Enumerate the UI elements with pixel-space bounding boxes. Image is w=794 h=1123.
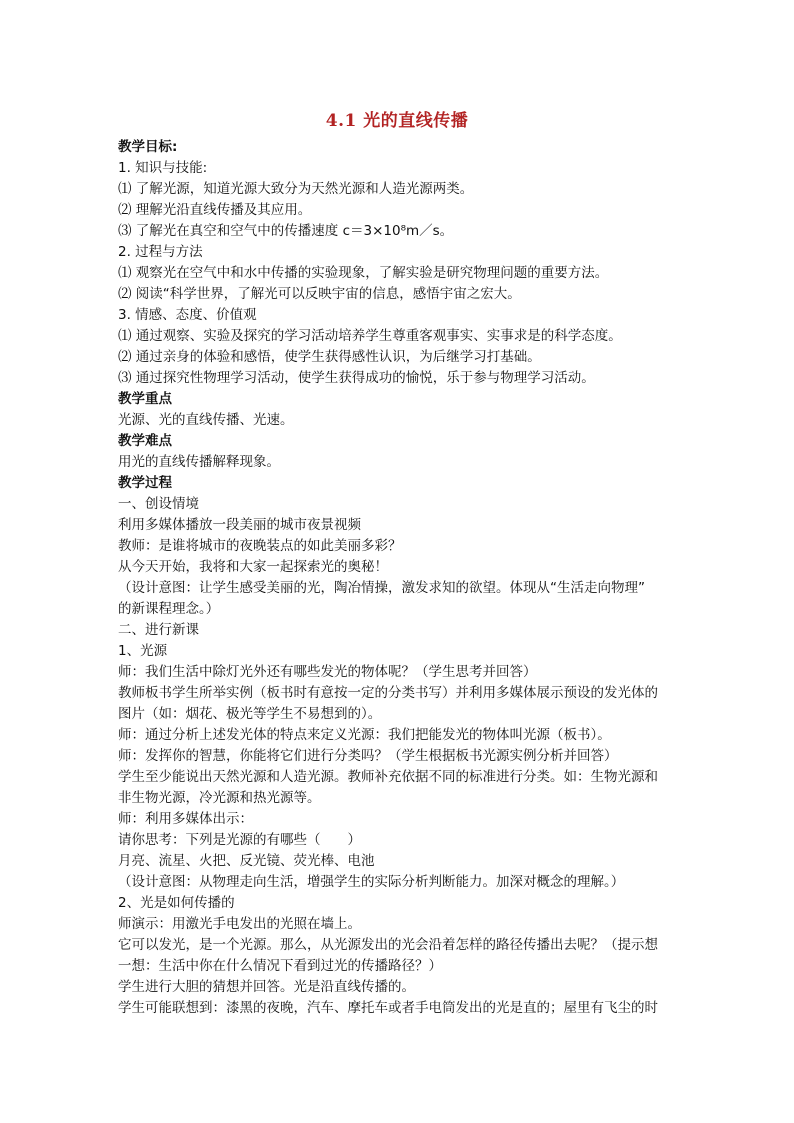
text-line: （设计意图：让学生感受美丽的光，陶冶情操，激发求知的欲望。体现从“生活走向物理” [118,580,645,596]
text-line: 教师板书学生所举实例（板书时有意按一定的分类书写）并利用多媒体展示预设的发光体的 [118,685,658,701]
text-line: 二、进行新课 [118,622,199,638]
text-line: 光源、光的直线传播、光速。 [118,412,294,428]
text-line: 学生至少能说出天然光源和人造光源。教师补充依据不同的标准进行分类。如：生物光源和 [118,769,658,785]
text-line: 2. 过程与方法 [118,244,203,260]
text-line: ⑵ 阅读“科学世界，了解光可以反映宇宙的信息，感悟宇宙之宏大。 [118,286,521,302]
text-line: 非生物光源，冷光源和热光源等。 [118,790,321,806]
text-line: 师：发挥你的智慧，你能将它们进行分类吗？（学生根据板书光源实例分析并回答） [118,748,618,764]
text-line: 利用多媒体播放一段美丽的城市夜景视频 [118,517,361,533]
document-body [118,137,684,1019]
text-line: 教师：是谁将城市的夜晚装点的如此美丽多彩？ [118,538,402,554]
text-line: 它可以发光，是一个光源。那么，从光源发出的光会沿着怎样的路径传播出去呢？（提示想 [118,937,658,953]
text-line: 月亮、流星、火把、反光镜、荧光棒、电池 [118,853,375,869]
text-line: 1、光源 [118,643,168,659]
text-line: 3. 情感、态度、价值观 [118,307,257,323]
text-line: 师：我们生活中除灯光外还有哪些发光的物体呢？（学生思考并回答） [118,664,537,680]
text-line: ⑴ 通过观察、实验及探究的学习活动培养学生尊重客观事实、实事求是的科学态度。 [118,328,622,344]
text-line: ⑵ 通过亲身的体验和感悟，使学生获得感性认识，为后继学习打基础。 [118,349,541,365]
text-line: （设计意图：从物理走向生活，增强学生的实际分析判断能力。加深对概念的理解。） [118,874,625,890]
text-line: 学生进行大胆的猜想并回答。光是沿直线传播的。 [118,979,415,995]
text-line: ⑴ 了解光源，知道光源大致分为天然光源和人造光源两类。 [118,181,474,197]
text-line: 从今天开始，我将和大家一起探索光的奥秘！ [118,559,388,575]
section-heading: 教学重点 [118,391,172,407]
text-line: 用光的直线传播解释现象。 [118,454,280,470]
section-heading: 教学目标: [118,139,178,155]
text-line: ⑴ 观察光在空气中和水中传播的实验现象，了解实验是研究物理问题的重要方法。 [118,265,609,281]
text-line: 师：利用多媒体出示： [118,811,253,827]
text-line: ⑵ 理解光沿直线传播及其应用。 [118,202,312,218]
text-line: 1. 知识与技能: [118,160,208,176]
text-line: 请你思考：下列是光源的有哪些（ ） [118,832,361,848]
section-heading: 教学难点 [118,433,172,449]
document-title: 4.1 光的直线传播 [325,111,469,131]
text-line: ⑶ 了解光在真空和空气中的传播速度 c＝3×10⁸m／s。 [118,223,454,239]
text-line: 的新课程理念。） [118,601,220,617]
text-line: 师演示：用激光手电发出的光照在墙上。 [118,916,361,932]
text-line: 一想：生活中你在什么情况下看到过光的传播路径？） [118,958,442,974]
text-line: 一、创设情境 [118,496,199,512]
text-line: 师：通过分析上述发光体的特点来定义光源：我们把能发光的物体叫光源（板书）。 [118,727,611,743]
text-line: 学生可能联想到：漆黑的夜晚，汽车、摩托车或者手电筒发出的光是直的；屋里有飞尘的时 [118,1000,658,1016]
text-line: 图片（如：烟花、极光等学生不易想到的）。 [118,706,382,722]
text-line: 2、光是如何传播的 [118,895,235,911]
text-line: ⑶ 通过探究性物理学习活动，使学生获得成功的愉悦，乐于参与物理学习活动。 [118,370,595,386]
section-heading: 教学过程 [118,475,172,491]
